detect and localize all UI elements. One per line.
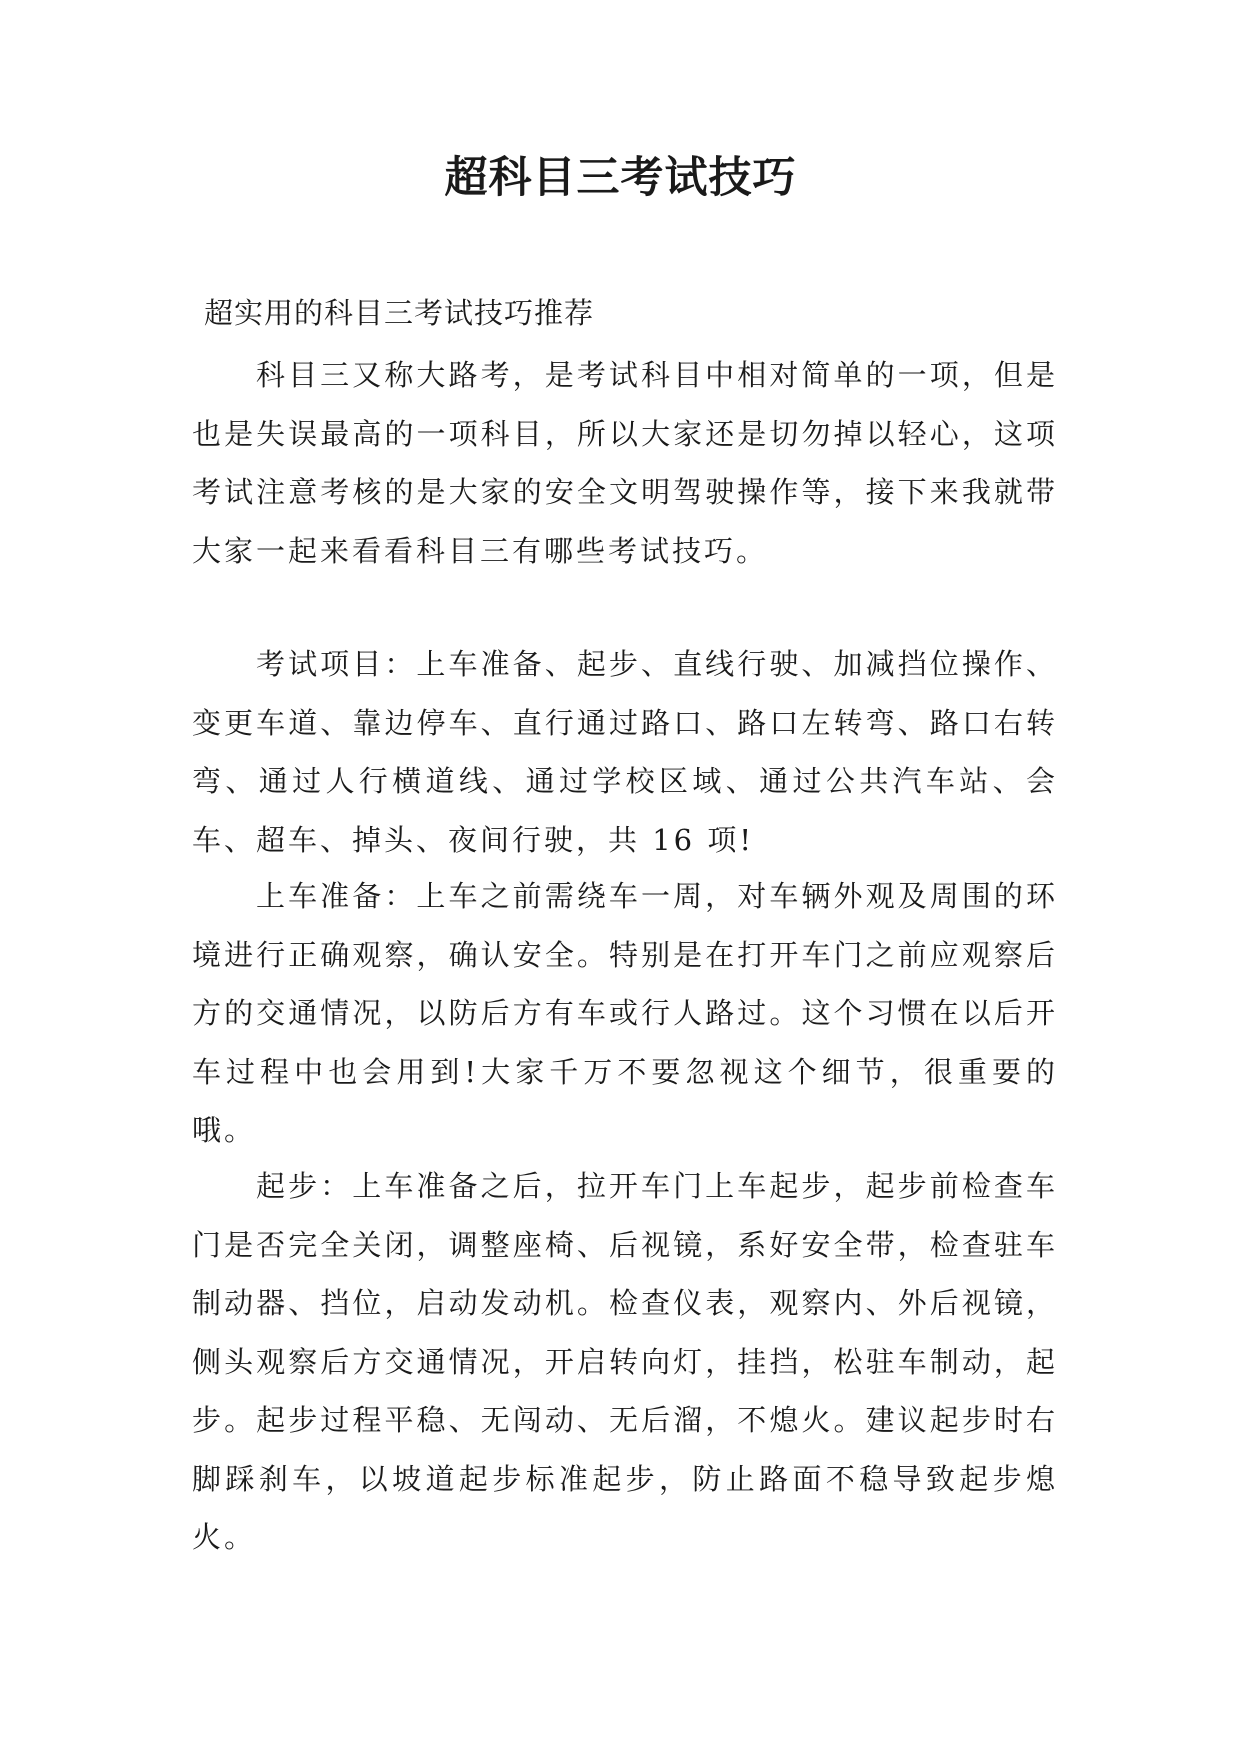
- document-title: 超科目三考试技巧: [444, 153, 797, 203]
- paragraph-intro: 科目三又称大路考，是考试科目中相对简单的一项，但是也是失误最高的一项科目，所以大家还是切勿掉以轻心，这项考试注意考核的是大家的安全文明驾驶操作等，接下来我就带大家一起来看看科目三有哪些考试技巧。: [192, 358, 1058, 568]
- paragraph-exam-items: 考试项目：上车准备、起步、直线行驶、加减挡位操作、变更车道、靠边停车、直行通过路口、路口左转弯、路口右转弯、通过人行横道线、通过学校区域、通过公共汽车站、会车、超车、掉头、夜间行驶，共 16 项!: [192, 647, 1058, 857]
- document-subtitle: 超实用的科目三考试技巧推荐: [204, 296, 595, 330]
- paragraph-starting: 起步：上车准备之后，拉开车门上车起步，起步前检查车门是否完全关闭，调整座椅、后视镜，系好安全带，检查驻车制动器、挡位，启动发动机。检查仪表，观察内、外后视镜，侧头观察后方交通情况，开启转向灯，挂挡，松驻车制动，起步。起步过程平稳、无闯动、无后溜，不熄火。建议起步时右脚踩刹车，以坡道起步标准起步，防止路面不稳导致起步熄火。: [192, 1169, 1058, 1554]
- paragraph-boarding-prep: 上车准备：上车之前需绕车一周，对车辆外观及周围的环境进行正确观察，确认安全。特别是在打开车门之前应观察后方的交通情况，以防后方有车或行人路过。这个习惯在以后开车过程中也会用到!大家千万不要忽视这个细节，很重要的哦。: [192, 879, 1058, 1147]
